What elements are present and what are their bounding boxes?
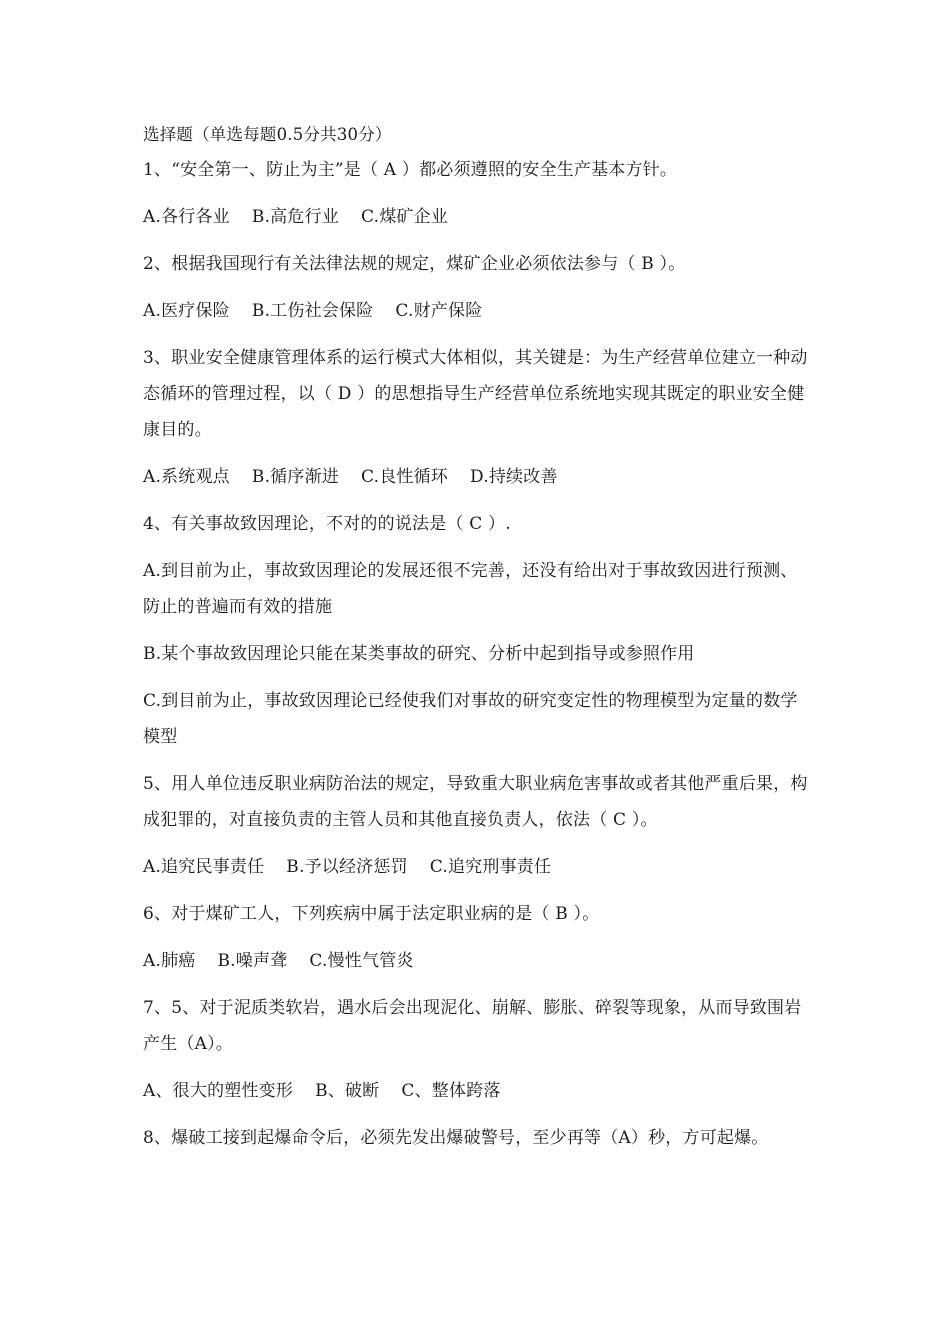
option-a: A.各行各业 (143, 207, 230, 227)
option-c: C.煤矿企业 (361, 207, 449, 227)
section-title: 选择题（单选每题0.5分共30分） (143, 125, 392, 144)
question-1: 1、“安全第一、防止为主”是（ A ）都必须遵照的安全生产基本方针。 (143, 160, 678, 180)
question-7: 7、5、对于泥质类软岩，遇水后会出现泥化、崩解、膨胀、碎裂等现象，从而导致围岩产生（A）。 (143, 998, 802, 1054)
question-3: 3、职业安全健康管理体系的运行模式大体相似，其关键是：为生产经营单位建立一种动态循环的管理过程，以（ D ）的思想指导生产经营单位系统地实现其既定的职业安全健康目的。 (143, 348, 808, 440)
question-2-options (143, 293, 813, 329)
option-a: A.到目前为止，事故致因理论的发展还很不完善，还没有给出对于事故致因进行预测、防止的普遍而有效的措施 (143, 561, 798, 617)
option-c: C.财产保险 (395, 301, 483, 321)
option-c: C.良性循环 (361, 467, 449, 487)
option-c: C.追究刑事责任 (429, 857, 552, 877)
question-5: 5、用人单位违反职业病防治法的规定，导致重大职业病危害事故或者其他严重后果，构成犯罪的，对直接负责的主管人员和其他直接负责人，依法（ C ）。 (143, 774, 808, 830)
question-1-options (143, 199, 813, 235)
option-b: B.予以经济惩罚 (286, 857, 408, 877)
option-a: A、很大的塑性变形 (143, 1081, 294, 1101)
question-6-options (143, 943, 813, 979)
option-a: A.医疗保险 (143, 301, 230, 321)
option-c: C.慢性气管炎 (309, 951, 414, 971)
option-a: A.系统观点 (143, 467, 230, 487)
question-8: 8、爆破工接到起爆命令后，必须先发出爆破警号，至少再等（A）秒，方可起爆。 (143, 1128, 769, 1148)
option-a: A.肺癌 (143, 951, 196, 971)
option-b: B.某个事故致因理论只能在某类事故的研究、分析中起到指导或参照作用 (143, 644, 695, 664)
document-body (143, 118, 813, 1156)
option-b: B.高危行业 (251, 207, 339, 227)
question-7-options (143, 1073, 813, 1109)
option-b: B、破断 (315, 1081, 380, 1101)
option-c: C.到目前为止，事故致因理论已经使我们对事故的研究变定性的物理模型为定量的数学模型 (143, 691, 798, 747)
question-4: 4、有关事故致因理论，不对的的说法是（ C ）. (143, 514, 511, 534)
question-3-options (143, 459, 813, 495)
option-a: A.追究民事责任 (143, 857, 265, 877)
option-c: C、整体跨落 (401, 1081, 501, 1101)
option-b: B.噪声聋 (217, 951, 288, 971)
question-6: 6、对于煤矿工人，下列疾病中属于法定职业病的是（ B ）。 (143, 904, 600, 924)
question-5-options (143, 849, 813, 885)
option-b: B.工伤社会保险 (251, 301, 374, 321)
option-b: B.循序渐进 (251, 467, 339, 487)
option-d: D.持续改善 (470, 467, 558, 487)
question-2: 2、根据我国现行有关法律法规的规定，煤矿企业必须依法参与（ B ）。 (143, 254, 686, 274)
